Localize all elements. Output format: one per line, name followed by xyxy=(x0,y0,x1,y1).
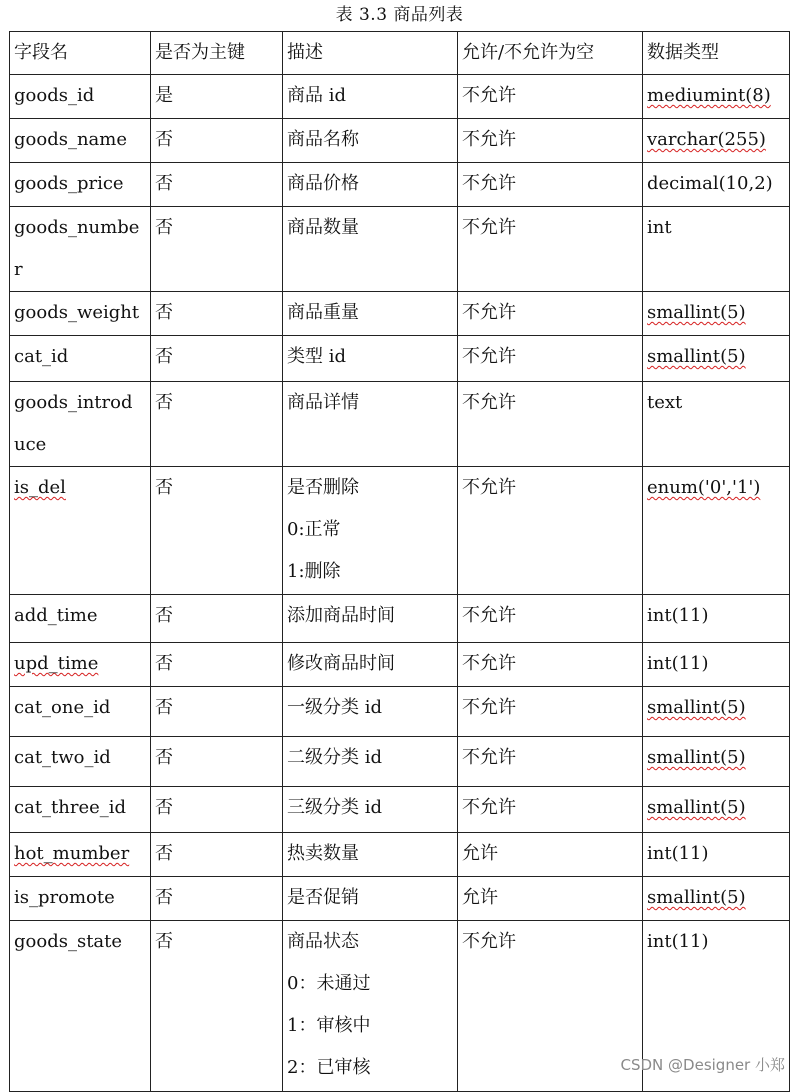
cell-description-line: 热卖数量 xyxy=(287,843,359,864)
cell-description xyxy=(283,336,458,382)
spellcheck-underline: mediumint(8) xyxy=(647,85,771,106)
cell-description xyxy=(283,382,458,467)
cell-nullable: 不允许 xyxy=(458,119,643,163)
cell-nullable: 不允许 xyxy=(458,787,643,833)
cell-field-name xyxy=(10,643,151,687)
cell-description-line: 是否促销 xyxy=(287,887,359,908)
cell-description-line: 添加商品时间 xyxy=(287,605,395,626)
cell-field-name xyxy=(10,877,151,921)
cell-nullable: 不允许 xyxy=(458,595,643,643)
cell-data-type xyxy=(643,787,790,833)
table-row xyxy=(10,207,790,292)
cell-primary-key: 否 xyxy=(151,643,283,687)
cell-description-line: 商品重量 xyxy=(287,302,359,323)
header-data-type: 数据类型 xyxy=(643,32,790,75)
cell-description-line: 商品详情 xyxy=(287,392,359,413)
cell-description-line: 二级分类 id xyxy=(287,747,383,768)
table-row xyxy=(10,787,790,833)
cell-primary-key: 否 xyxy=(151,119,283,163)
cell-description xyxy=(283,207,458,292)
cell-description xyxy=(283,75,458,119)
table-row xyxy=(10,382,790,467)
table-row xyxy=(10,737,790,787)
cell-field-name-line: goods_numbe xyxy=(14,217,140,238)
cell-field-name xyxy=(10,921,151,1092)
cell-nullable: 不允许 xyxy=(458,737,643,787)
cell-data-type: int(11) xyxy=(643,643,790,687)
cell-field-name-line: goods_introd xyxy=(14,392,133,413)
cell-nullable: 不允许 xyxy=(458,643,643,687)
cell-description-line: 2：已审核 xyxy=(287,1057,371,1078)
cell-primary-key: 否 xyxy=(151,921,283,1092)
cell-description xyxy=(283,119,458,163)
cell-field-name-line: cat_two_id xyxy=(14,747,111,768)
goods-field-table xyxy=(9,31,790,1092)
cell-field-name-line: is_promote xyxy=(14,887,115,908)
cell-description-line: 0:正常 xyxy=(287,519,341,540)
cell-nullable: 不允许 xyxy=(458,207,643,292)
cell-nullable: 允许 xyxy=(458,833,643,877)
cell-field-name-line: goods_name xyxy=(14,129,128,150)
cell-data-type xyxy=(643,119,790,163)
cell-primary-key: 否 xyxy=(151,737,283,787)
header-nullable: 允许/不允许为空 xyxy=(458,32,643,75)
cell-primary-key: 否 xyxy=(151,787,283,833)
cell-description xyxy=(283,787,458,833)
cell-description xyxy=(283,595,458,643)
cell-primary-key: 否 xyxy=(151,336,283,382)
table-row xyxy=(10,75,790,119)
cell-description xyxy=(283,737,458,787)
cell-field-name-line: cat_one_id xyxy=(14,697,111,718)
cell-description-line: 商品名称 xyxy=(287,129,359,150)
cell-nullable: 不允许 xyxy=(458,921,643,1092)
table-row xyxy=(10,595,790,643)
spellcheck-underline: smallint(5) xyxy=(647,697,746,718)
cell-description xyxy=(283,292,458,336)
spellcheck-underline: smallint(5) xyxy=(647,887,746,908)
cell-description xyxy=(283,687,458,737)
cell-field-name xyxy=(10,119,151,163)
cell-field-name xyxy=(10,687,151,737)
cell-description xyxy=(283,643,458,687)
cell-primary-key: 是 xyxy=(151,75,283,119)
cell-description-line: 一级分类 id xyxy=(287,697,383,718)
spellcheck-underline: varchar(255) xyxy=(647,129,766,150)
cell-nullable: 不允许 xyxy=(458,382,643,467)
cell-data-type: decimal(10,2) xyxy=(643,163,790,207)
cell-description xyxy=(283,877,458,921)
table-row xyxy=(10,336,790,382)
csdn-watermark: CSDN @Designer 小郑 xyxy=(620,1056,785,1074)
cell-field-name-line: goods_price xyxy=(14,173,124,194)
table-row xyxy=(10,833,790,877)
cell-primary-key: 否 xyxy=(151,467,283,595)
cell-nullable: 不允许 xyxy=(458,336,643,382)
cell-field-name-line: uce xyxy=(14,434,47,455)
header-description: 描述 xyxy=(283,32,458,75)
spellcheck-underline: is_del xyxy=(14,477,66,498)
table-row xyxy=(10,687,790,737)
cell-field-name xyxy=(10,75,151,119)
spellcheck-underline: smallint(5) xyxy=(647,747,746,768)
cell-description xyxy=(283,163,458,207)
cell-data-type: int(11) xyxy=(643,921,790,1092)
cell-data-type xyxy=(643,687,790,737)
cell-description-line: 1：审核中 xyxy=(287,1015,371,1036)
cell-description-line: 修改商品时间 xyxy=(287,653,395,674)
cell-description-line: 0：未通过 xyxy=(287,973,371,994)
header-field-name: 字段名 xyxy=(10,32,151,75)
cell-nullable: 不允许 xyxy=(458,292,643,336)
cell-primary-key: 否 xyxy=(151,382,283,467)
cell-field-name-line: add_time xyxy=(14,605,98,626)
cell-primary-key: 否 xyxy=(151,877,283,921)
cell-description-line: 商品价格 xyxy=(287,173,359,194)
cell-primary-key: 否 xyxy=(151,833,283,877)
cell-primary-key: 否 xyxy=(151,292,283,336)
cell-description xyxy=(283,921,458,1092)
cell-field-name xyxy=(10,737,151,787)
cell-field-name-line: cat_id xyxy=(14,346,69,367)
table-row xyxy=(10,877,790,921)
cell-description xyxy=(283,467,458,595)
cell-field-name xyxy=(10,595,151,643)
cell-data-type xyxy=(643,336,790,382)
cell-field-name xyxy=(10,467,151,595)
cell-field-name-line: goods_id xyxy=(14,85,95,106)
cell-nullable: 不允许 xyxy=(458,163,643,207)
spellcheck-underline: smallint(5) xyxy=(647,797,746,818)
cell-field-name-line: goods_state xyxy=(14,931,123,952)
spellcheck-underline: upd_time xyxy=(14,653,99,674)
cell-data-type: int xyxy=(643,207,790,292)
cell-field-name-line: cat_three_id xyxy=(14,797,127,818)
spellcheck-underline: enum('0','1') xyxy=(647,477,761,498)
table-row xyxy=(10,467,790,595)
table-row xyxy=(10,163,790,207)
cell-field-name xyxy=(10,207,151,292)
table-caption: 表 3.3 商品列表 xyxy=(335,5,464,25)
header-primary-key: 是否为主键 xyxy=(151,32,283,75)
cell-data-type xyxy=(643,292,790,336)
cell-field-name-line xyxy=(14,467,150,509)
table-header-row xyxy=(10,32,790,75)
cell-primary-key: 否 xyxy=(151,595,283,643)
cell-data-type: int(11) xyxy=(643,833,790,877)
cell-nullable: 不允许 xyxy=(458,687,643,737)
cell-primary-key: 否 xyxy=(151,163,283,207)
cell-primary-key: 否 xyxy=(151,687,283,737)
cell-data-type xyxy=(643,737,790,787)
spellcheck-underline: smallint(5) xyxy=(647,346,746,367)
cell-data-type xyxy=(643,877,790,921)
cell-description xyxy=(283,833,458,877)
cell-data-type xyxy=(643,467,790,595)
cell-description-line: 商品数量 xyxy=(287,217,359,238)
cell-field-name xyxy=(10,382,151,467)
cell-nullable: 不允许 xyxy=(458,467,643,595)
cell-field-name-line xyxy=(14,833,150,875)
cell-data-type xyxy=(643,75,790,119)
cell-description-line: 1:删除 xyxy=(287,561,341,582)
cell-field-name-line xyxy=(14,643,150,685)
cell-field-name-line: goods_weight xyxy=(14,302,140,323)
cell-field-name-line: r xyxy=(14,259,23,280)
cell-nullable: 不允许 xyxy=(458,75,643,119)
cell-data-type: int(11) xyxy=(643,595,790,643)
cell-description-line: 商品 id xyxy=(287,85,347,106)
cell-nullable: 允许 xyxy=(458,877,643,921)
cell-primary-key: 否 xyxy=(151,207,283,292)
cell-field-name xyxy=(10,787,151,833)
cell-field-name xyxy=(10,292,151,336)
cell-description-line: 三级分类 id xyxy=(287,797,383,818)
cell-data-type: text xyxy=(643,382,790,467)
cell-field-name xyxy=(10,336,151,382)
table-row xyxy=(10,119,790,163)
cell-description-line: 商品状态 xyxy=(287,931,359,952)
cell-description-line: 是否删除 xyxy=(287,477,359,498)
table-row xyxy=(10,292,790,336)
cell-field-name xyxy=(10,163,151,207)
cell-field-name xyxy=(10,833,151,877)
spellcheck-underline: smallint(5) xyxy=(647,302,746,323)
table-row xyxy=(10,643,790,687)
spellcheck-underline: hot_mumber xyxy=(14,843,130,864)
cell-description-line: 类型 id xyxy=(287,346,347,367)
